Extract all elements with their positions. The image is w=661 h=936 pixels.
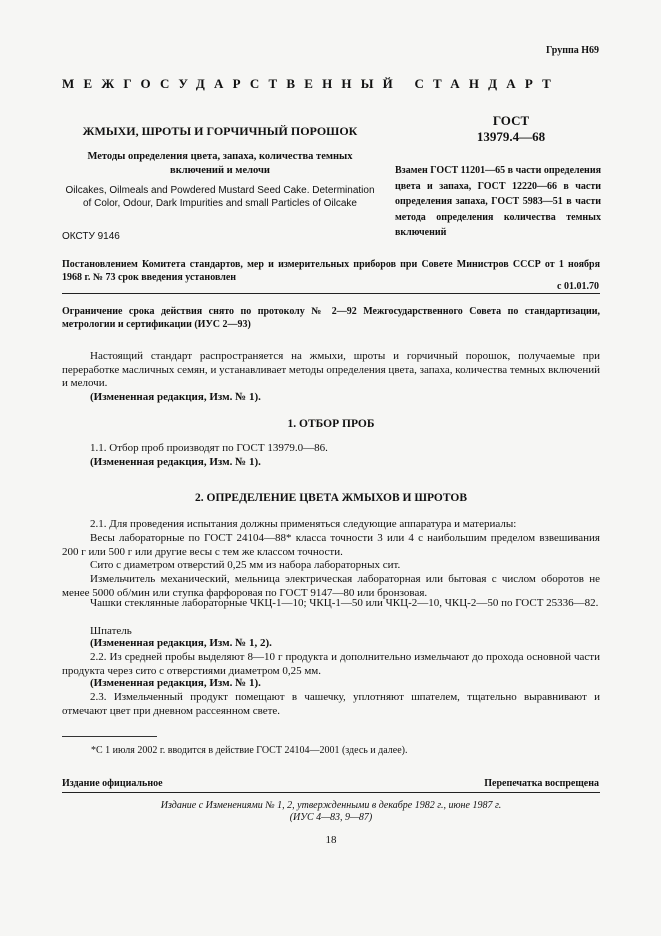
section-2-2: 2.2. Из средней пробы выделяют 8—10 г продукта и дополнительно измельчают до прохода основной части продукта через сито с отверстиями диаметром 0,25 мм.: [62, 651, 600, 677]
decree-text: Постановлением Комитета стандартов, мер и измерительных приборов при Совете Министров СССР от 1 ноября 1968 г. № 73 срок введения установлен: [62, 259, 600, 283]
amendments-note: [62, 800, 600, 824]
limitation-note: Ограничение срока действия снято по протоколу № 2—92 Межгосударственного Совета по стандартизации, метрологии и сертификации (ИУС 2—93): [62, 306, 600, 330]
section-2-2-revision: (Измененная редакция, Изм. № 1).: [90, 677, 261, 689]
equipment-scales: Весы лабораторные по ГОСТ 24104—88* класса точности 3 или 4 с наибольшим пределом взвешивания 200 г или 500 г или другие весы с тем же классом точности.: [62, 532, 600, 558]
page-number: 18: [325, 834, 337, 846]
section-2-heading: 2. ОПРЕДЕЛЕНИЕ ЦВЕТА ЖМЫХОВ И ШРОТОВ: [195, 492, 467, 504]
footer-rule: [62, 792, 600, 793]
reprint-prohibited-label: Перепечатка воспрещена: [484, 778, 599, 789]
amendments-line: Издание с Изменениями № 1, 2, утвержденными в декабре 1982 г., июне 1987 г.: [160, 800, 502, 811]
gost-label: ГОСТ: [492, 113, 530, 128]
document-title: ЖМЫХИ, ШРОТЫ И ГОРЧИЧНЫЙ ПОРОШОК: [82, 124, 358, 138]
intro-paragraph: Настоящий стандарт распространяется на жмыхи, шроты и горчичный порошок, получаемые при переработке масличных семян, и устанавливает методы определения цвета, запаха, количества темных включений и мелочи.: [62, 350, 600, 389]
okstu-code: ОКСТУ 9146: [62, 231, 120, 242]
intro-revision: (Измененная редакция, Изм. № 1).: [90, 391, 261, 403]
interstate-standard-banner: МЕЖГОСУДАРСТВЕННЫЙ СТАНДАРТ: [62, 76, 561, 91]
methods-subtitle: Методы определения цвета, запаха, количества темных включений и мелочи: [87, 151, 353, 176]
footnote: *С 1 июля 2002 г. вводится в действие ГОСТ 24104—2001 (здесь и далее).: [91, 745, 408, 756]
section-1-heading: 1. ОТБОР ПРОБ: [287, 418, 375, 430]
equipment-cups: Чашки стеклянные лабораторные ЧКЦ-1—10; ЧКЦ-1—50 или ЧКЦ-2—10, ЧКЦ-2—50 по ГОСТ 25336—82.: [90, 597, 599, 609]
equipment-sieve: Сито с диаметром отверстий 0,25 мм из набора лабораторных сит.: [90, 559, 401, 571]
english-title: Oilcakes, Oilmeals and Powdered Mustard Seed Cake. Determination of Color, Odour, Dark Impurities and small Particles of Oilcake: [65, 185, 375, 209]
ius-reference: (ИУС 4—83, 9—87): [289, 812, 373, 823]
gost-number: 13979.4—68: [476, 129, 546, 144]
footnote-rule: [62, 736, 157, 737]
section-1-1: 1.1. Отбор проб производят по ГОСТ 13979.0—86.: [90, 442, 328, 454]
section-1-revision: (Измененная редакция, Изм. № 1).: [90, 456, 261, 468]
gost-designation: [436, 113, 586, 145]
effective-date-rule: [62, 293, 600, 294]
group-code: Группа Н69: [546, 45, 599, 56]
equipment-grinder: Измельчитель механический, мельница электрическая лабораторная или бытовая с числом оборотов не менее 5000 об/мин или ступка фарфоровая по ГОСТ 9147—80 или бронзовая.: [62, 573, 600, 599]
equipment-spatula: Шпатель: [90, 625, 132, 637]
section-2-1: 2.1. Для проведения испытания должны применяться следующие аппаратура и материалы:: [90, 518, 517, 530]
replaces-note: Взамен ГОСТ 11201—65 в части определения цвета и запаха, ГОСТ 12220—66 в части определения запаха, ГОСТ 5983—51 в части метода определения количества темных включений: [395, 165, 601, 238]
official-edition-label: Издание официальное: [62, 778, 163, 789]
section-2-3: 2.3. Измельченный продукт помещают в чашечку, уплотняют шпателем, тщательно выравнивают и отмечают цвет при дневном рассеянном свете.: [62, 691, 600, 717]
effective-date: с 01.01.70: [557, 281, 599, 292]
section-2-1-revision: (Измененная редакция, Изм. № 1, 2).: [90, 637, 272, 649]
